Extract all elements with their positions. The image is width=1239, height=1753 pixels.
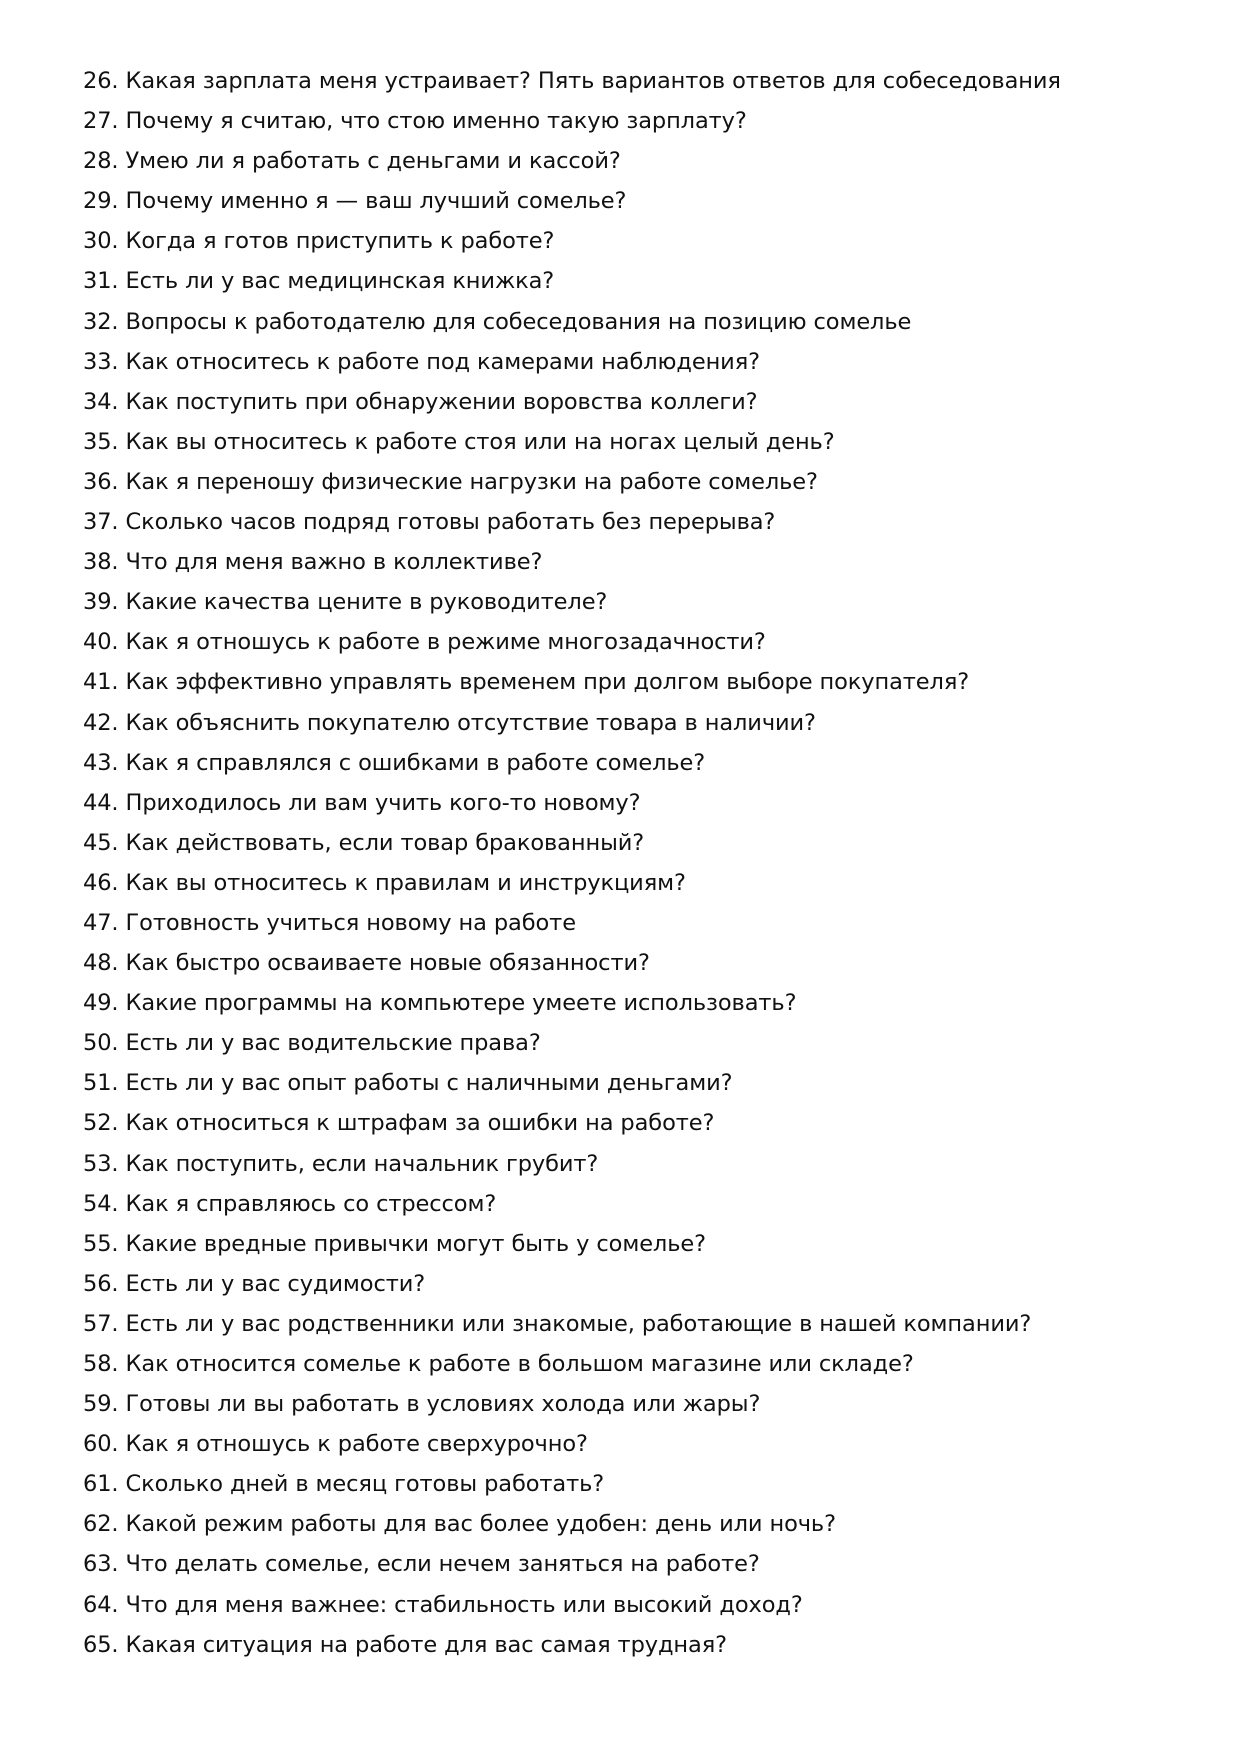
list-item: 49. Какие программы на компьютере умеете использовать? [83,990,797,1017]
list-item: 41. Как эффективно управлять временем при долгом выборе покупателя? [83,669,970,696]
list-item: 46. Как вы относитесь к правилам и инструкциям? [83,869,686,896]
list-item: 52. Как относиться к штрафам за ошибки на работе? [83,1110,715,1137]
list-item: 60. Как я отношусь к работе сверхурочно? [83,1431,588,1458]
list-item: 64. Что для меня важнее: стабильность или высокий доход? [83,1591,803,1618]
list-item: 30. Когда я готов приступить к работе? [83,228,555,255]
list-item: 36. Как я переношу физические нагрузки на работе сомелье? [83,468,818,495]
list-item: 28. Умею ли я работать с деньгами и кассой? [83,148,621,175]
list-item: 61. Сколько дней в месяц готовы работать? [83,1471,605,1498]
list-item: 51. Есть ли у вас опыт работы с наличными деньгами? [83,1070,733,1097]
list-item: 38. Что для меня важно в коллективе? [83,549,543,576]
list-item: 43. Как я справлялся с ошибками в работе сомелье? [83,749,706,776]
list-item: 48. Как быстро осваиваете новые обязанности? [83,950,650,977]
list-item: 31. Есть ли у вас медицинская книжка? [83,268,555,295]
list-item: 40. Как я отношусь к работе в режиме многозадачности? [83,629,766,656]
list-item: 65. Какая ситуация на работе для вас самая трудная? [83,1631,727,1658]
list-item: 59. Готовы ли вы работать в условиях холода или жары? [83,1391,761,1418]
list-item: 58. Как относится сомелье к работе в большом магазине или складе? [83,1351,914,1377]
list-item: 27. Почему я считаю, что стою именно такую зарплату? [83,108,747,135]
list-item: 63. Что делать сомелье, если нечем заняться на работе? [83,1551,760,1578]
question-list [83,61,1183,1665]
list-item: 55. Какие вредные привычки могут быть у сомелье? [83,1230,706,1257]
list-item: 47. Готовность учиться новому на работе [83,909,576,936]
list-item: 56. Есть ли у вас судимости? [83,1270,426,1297]
list-item: 34. Как поступить при обнаружении воровства коллеги? [83,388,758,415]
list-item: 57. Есть ли у вас родственники или знакомые, работающие в нашей компании? [83,1310,1032,1337]
list-item: 53. Как поступить, если начальник грубит? [83,1150,599,1177]
list-item: 44. Приходилось ли вам учить кого-то новому? [83,789,641,816]
list-item: 37. Сколько часов подряд готовы работать без перерыва? [83,509,776,536]
list-item: 62. Какой режим работы для вас более удобен: день или ночь? [83,1511,836,1538]
list-item: 54. Как я справляюсь со стрессом? [83,1190,497,1217]
list-item: 45. Как действовать, если товар бракованный? [83,829,645,856]
list-item: 26. Какая зарплата меня устраивает? Пять вариантов ответов для собеседования [83,68,1061,94]
list-item: 33. Как относитесь к работе под камерами наблюдения? [83,348,760,375]
list-item: 42. Как объяснить покупателю отсутствие товара в наличии? [83,709,816,736]
list-item: 32. Вопросы к работодателю для собеседования на позицию сомелье [83,308,912,335]
list-item: 29. Почему именно я — ваш лучший сомелье? [83,188,627,215]
list-item: 50. Есть ли у вас водительские права? [83,1030,541,1057]
list-item: 35. Как вы относитесь к работе стоя или на ногах целый день? [83,428,835,455]
list-item: 39. Какие качества цените в руководителе? [83,589,608,616]
